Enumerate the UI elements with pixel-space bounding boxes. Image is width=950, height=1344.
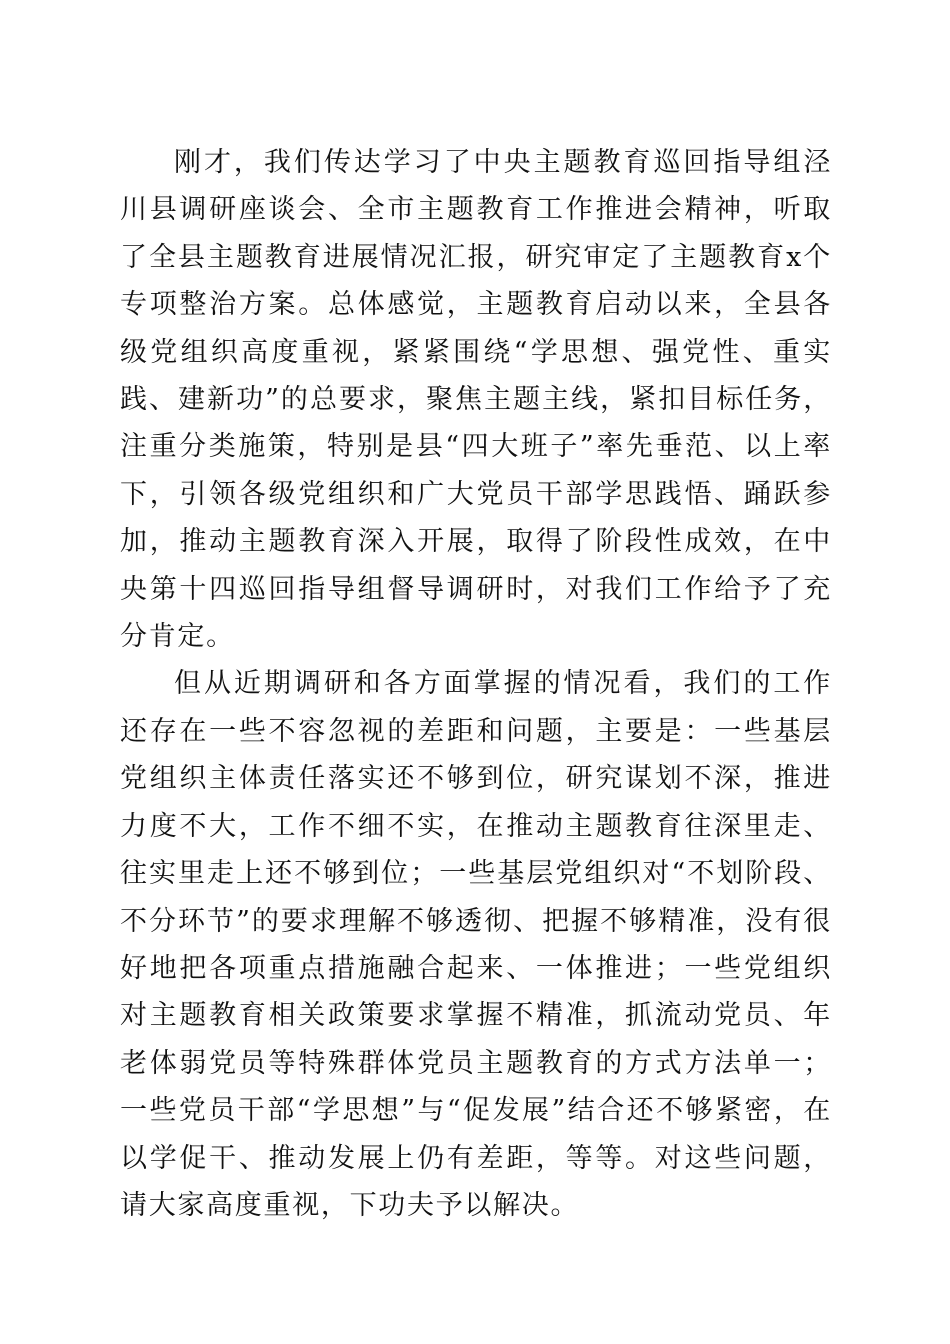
paragraph-problems: 但从近期调研和各方面掌握的情况看，我们的工作还存在一些不容忽视的差距和问题，主要是：一些基层党组织主体责任落实还不够到位，研究谋划不深，推进力度不大，工作不细不实，在推动主题教育往深里走、往实里走上还不够到位；一些基层党组织对“不划阶段、不分环节”的要求理解不够透彻、把握不够精准，没有很好地把各项重点措施融合起来、一体推进；一些党组织对主题教育相关政策要求掌握不精准，抓流动党员、年老体弱党员等特殊群体党员主题教育的方式方法单一；一些党员干部“学思想”与“促发展”结合还不够紧密，在以学促干、推动发展上仍有差距，等等。对这些问题，请大家高度重视，下功夫予以解决。	[120, 668, 832, 1221]
document-body	[120, 139, 832, 1229]
paragraph-summary: 刚才，我们传达学习了中央主题教育巡回指导组泾川县调研座谈会、全市主题教育工作推进会精神，听取了全县主题教育进展情况汇报，研究审定了主题教育x个专项整治方案。总体感觉，主题教育启动以来，全县各级党组织高度重视，紧紧围绕“学思想、强党性、重实践、建新功”的总要求，聚焦主题主线，紧扣目标任务，注重分类施策，特别是县“四大班子”率先垂范、以上率下，引领各级党组织和广大党员干部学思践悟、踊跃参加，推动主题教育深入开展，取得了阶段性成效，在中央第十四巡回指导组督导调研时，对我们工作给予了充分肯定。	[120, 147, 832, 653]
